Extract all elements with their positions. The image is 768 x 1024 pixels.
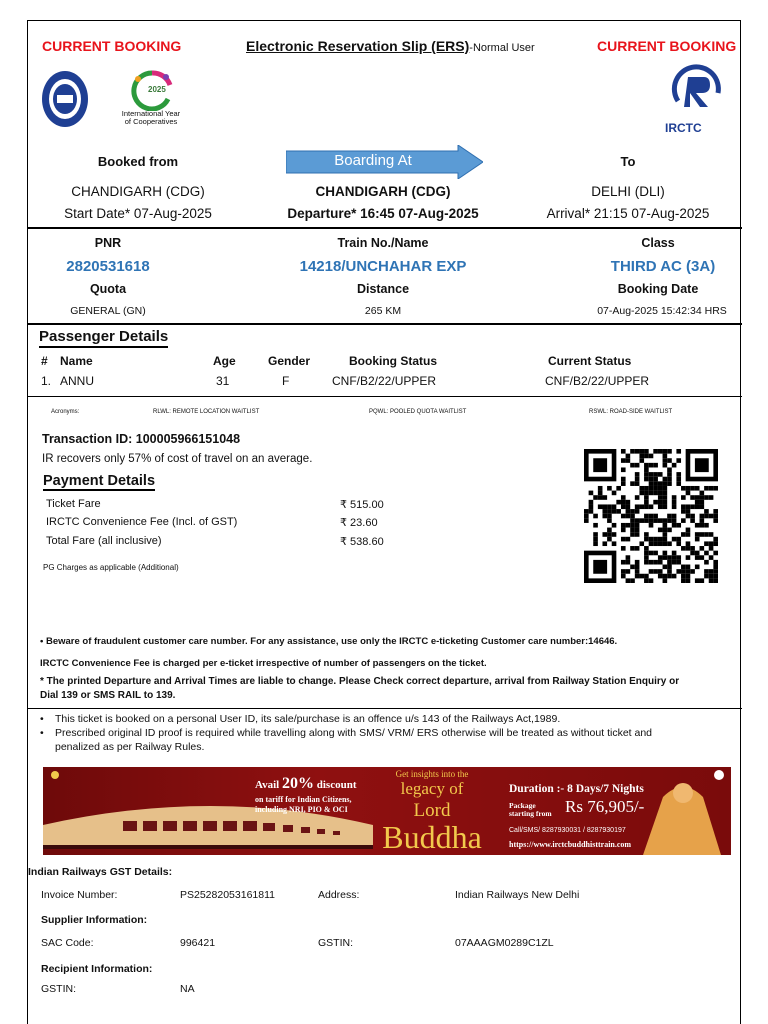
acronyms-label: Acronyms: [51, 409, 80, 415]
passenger-current-status: CNF/B2/22/UPPER [545, 374, 650, 388]
departure-time: Departure* 16:45 07-Aug-2025 [287, 206, 479, 221]
distance-label: Distance [356, 282, 410, 296]
divider [28, 227, 742, 229]
to-station: DELHI (DLI) [591, 184, 665, 199]
package-price: Rs 76,905/- [565, 797, 645, 816]
class-label: Class [641, 236, 675, 250]
irctc-logo-icon [664, 63, 730, 119]
passenger-num: 1. [41, 374, 52, 388]
package-text [509, 802, 552, 818]
buddhist-train-banner[interactable] [43, 767, 731, 855]
indian-railways-logo-icon [40, 69, 90, 129]
insights-text: Get insights into the [395, 769, 469, 779]
passenger-name: ANNU [60, 374, 95, 388]
boarding-station: CHANDIGARH (CDG) [315, 184, 451, 199]
package-line1: Package [509, 801, 536, 810]
ticket-fare-value: ₹ 515.00 [340, 499, 384, 511]
acronym-rswl: RSWL: ROAD-SIDE WAITLIST [589, 409, 673, 415]
recipient-gstin-value: NA [180, 983, 195, 995]
id-proof-note-line2: penalized as per Railway Rules. [55, 741, 205, 753]
convenience-fee-value: ₹ 23.60 [340, 517, 378, 529]
current-booking-right: CURRENT BOOKING [597, 38, 737, 54]
convenience-fee-label: IRCTC Convenience Fee (Incl. of GST) [46, 516, 238, 528]
timing-note-line1: * The printed Departure and Arrival Times are liable to change. Please Check correct departure, arrival from Railway Station Enquiry or [40, 676, 680, 687]
invoice-label: Invoice Number: [41, 889, 118, 901]
tariff-line1: on tariff for Indian Citizens, [255, 795, 352, 804]
coop-caption [108, 110, 194, 126]
col-name: Name [60, 354, 93, 368]
booking-date-label: Booking Date [617, 282, 699, 296]
ers-title-wrap [246, 38, 535, 54]
bullet-icon: • [40, 727, 44, 739]
coop-text2: of Cooperatives [124, 117, 178, 126]
distance-value: 265 KM [364, 305, 402, 317]
pg-charges-note: PG Charges as applicable (Additional) [43, 563, 179, 572]
passenger-gender: F [282, 374, 290, 388]
col-booking-status: Booking Status [349, 354, 438, 368]
avail-discount [255, 775, 357, 793]
bullet-icon: • [40, 713, 44, 725]
legacy-text: legacy of [400, 779, 464, 798]
col-age: Age [213, 354, 236, 368]
user-id-note: This ticket is booked on a personal User ID, its sale/purchase is an offence u/s 143 of the Railways Act,1989. [55, 713, 561, 725]
convenience-fee-note: IRCTC Convenience Fee is charged per e-ticket irrespective of number of passengers on the ticket. [40, 658, 487, 669]
address-label: Address: [318, 889, 360, 901]
id-proof-note-line1: Prescribed original ID proof is required while travelling along with SMS/ VRM/ ERS otherwise will be treated as without ticket and [55, 727, 653, 739]
fraud-warning: • Beware of fraudulent customer care number. For any assistance, use only the IRCTC e-ticketing Customer care number:14646. [40, 636, 618, 647]
qr-code-icon [584, 449, 718, 583]
tariff-text [255, 795, 352, 815]
col-num: # [41, 354, 48, 368]
call-numbers: Call/SMS/ 8287930031 / 8287930197 [509, 827, 626, 834]
coop-year: 2025 [148, 85, 166, 94]
acronym-rlwl: RLWL: REMOTE LOCATION WAITLIST [153, 409, 260, 415]
booked-from-label: Booked from [97, 154, 179, 169]
tariff-line2: including NRI, PIO & OCI [255, 805, 348, 814]
quota-label: Quota [89, 282, 127, 296]
col-current-status: Current Status [548, 354, 632, 368]
col-gender: Gender [268, 354, 311, 368]
arrival-time: Arrival* 21:15 07-Aug-2025 [546, 206, 710, 221]
duration-text: Duration :- 8 Days/7 Nights [509, 783, 644, 795]
invoice-number: PS25282053161811 [180, 889, 275, 901]
gstin-value: 07AAAGM0289C1ZL [455, 937, 554, 949]
gst-title: Indian Railways GST Details: [28, 866, 173, 878]
discount-text: discount [314, 779, 357, 791]
divider [28, 708, 742, 709]
quota-value: GENERAL (GN) [70, 305, 146, 317]
pnr-value: 2820531618 [66, 258, 150, 275]
sac-value: 996421 [180, 937, 216, 949]
discount-percent: 20% [282, 775, 314, 792]
sac-label: SAC Code: [41, 937, 94, 949]
package-line2: starting from [509, 809, 552, 818]
divider [28, 323, 742, 325]
train-value: 14218/UNCHAHAR EXP [299, 258, 467, 275]
total-fare-label: Total Fare (all inclusive) [46, 535, 162, 547]
gstin-label: GSTIN: [318, 937, 354, 949]
start-date: Start Date* 07-Aug-2025 [64, 206, 212, 221]
ers-page [27, 20, 741, 1024]
ticket-fare-label: Ticket Fare [46, 498, 101, 510]
avail-text: Avail [255, 779, 282, 791]
current-booking-left: CURRENT BOOKING [42, 38, 182, 54]
passenger-age: 31 [216, 374, 230, 388]
lord-text: Lord [413, 800, 451, 821]
passenger-details-title: Passenger Details [39, 328, 168, 348]
payment-details-title: Payment Details [43, 473, 156, 489]
acronym-pqwl: PQWL: POOLED QUOTA WAITLIST [369, 409, 467, 415]
ers-title: Electronic Reservation Slip (ERS) [246, 38, 470, 54]
coop-text1: International Year [121, 109, 181, 118]
ers-title-suffix: -Normal User [469, 42, 535, 54]
from-station: CHANDIGARH (CDG) [71, 184, 205, 199]
divider [28, 396, 742, 397]
address-value: Indian Railways New Delhi [455, 889, 580, 901]
cost-recovery-note: IR recovers only 57% of cost of travel on an average. [42, 453, 313, 465]
recipient-gstin-label: GSTIN: [41, 983, 77, 995]
banner-url[interactable]: https://www.irctcbuddhisttrain.com [509, 840, 632, 849]
timing-note-line2: Dial 139 or SMS RAIL to 139. [40, 690, 176, 701]
passenger-booking-status: CNF/B2/22/UPPER [332, 374, 437, 388]
class-value: THIRD AC (3A) [610, 258, 716, 275]
booking-date-value: 07-Aug-2025 15:42:34 HRS [597, 305, 727, 317]
total-fare-value: ₹ 538.60 [340, 536, 384, 548]
boarding-at-label: Boarding At [334, 152, 412, 169]
irctc-wordmark: IRCTC [665, 121, 702, 135]
pnr-label: PNR [94, 236, 122, 250]
supplier-title: Supplier Information: [41, 914, 148, 926]
to-label: To [620, 154, 636, 169]
train-label: Train No./Name [337, 236, 429, 250]
recipient-title: Recipient Information: [41, 963, 153, 975]
buddha-text: Buddha [382, 819, 482, 855]
transaction-id: Transaction ID: 100005966151048 [42, 432, 241, 446]
